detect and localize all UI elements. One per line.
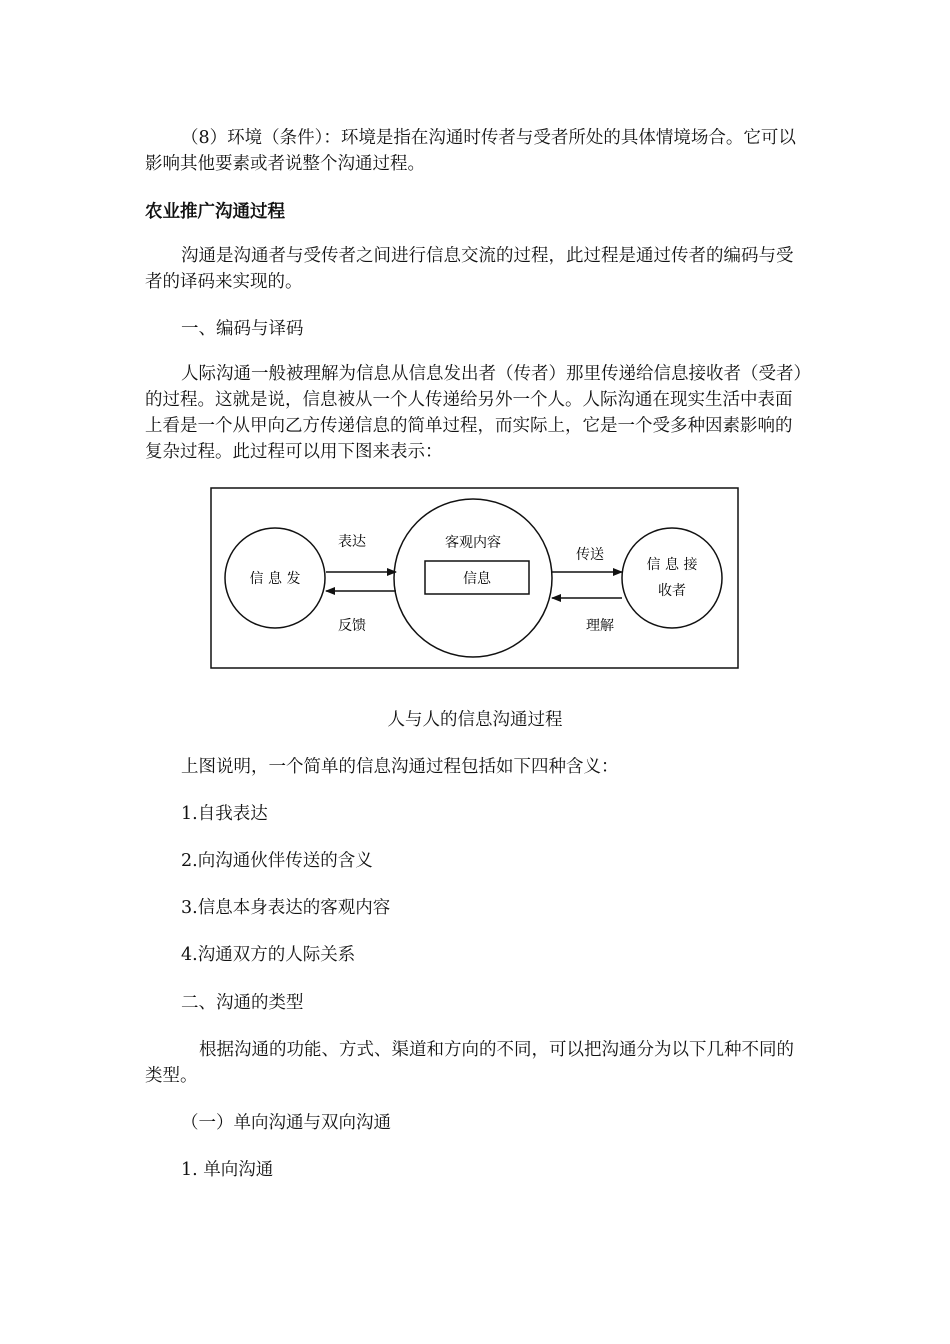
receiver-circle <box>622 528 722 628</box>
understand-label: 理解 <box>586 618 614 634</box>
paragraph-environment: （8）环境（条件）：环境是指在沟通时传者与受者所处的具体情境场合。它可以影响其他要素或者说整个沟通过程。 <box>145 128 796 174</box>
list-item: 3.信息本身表达的客观内容 <box>181 898 391 918</box>
subheading-oneway-twoway: （一）单向沟通与双向沟通 <box>181 1113 391 1133</box>
paragraph-interpersonal: 人际沟通一般被理解为信息从信息发出者（传者）那里传递给信息接收者（受者）的过程。这就是说，信息被从一个人传递给另外一个人。人际沟通在现实生活中表面上看是一个从甲向乙方传递信息的简单过程，而实际上，它是一个受多种因素影响的复杂过程。此过程可以用下图来表示： <box>145 364 803 462</box>
message-label: 信息 <box>463 571 491 587</box>
feedback-label: 反馈 <box>338 618 366 634</box>
content-label: 客观内容 <box>445 535 501 551</box>
subheading-encoding: 一、编码与译码 <box>181 319 304 339</box>
express-label: 表达 <box>338 534 366 550</box>
sender-label: 信 息 发 <box>249 571 301 587</box>
paragraph-summary: 上图说明，一个简单的信息沟通过程包括如下四种含义： <box>181 757 619 777</box>
section-heading: 农业推广沟通过程 <box>145 202 285 222</box>
subheading-oneway: 1. 单向沟通 <box>181 1160 274 1180</box>
receiver-label-line1: 信 息 接 <box>646 557 698 573</box>
subheading-types: 二、沟通的类型 <box>181 993 304 1013</box>
list-item: 4.沟通双方的人际关系 <box>181 945 356 965</box>
receiver-label-line2: 收者 <box>658 583 686 599</box>
paragraph-intro: 沟通是沟通者与受传者之间进行信息交流的过程，此过程是通过传者的编码与受者的译码来实现的。 <box>145 246 794 292</box>
transmit-label: 传送 <box>576 547 604 563</box>
list-item: 2.向沟通伙伴传送的含义 <box>181 851 373 871</box>
paragraph-types: 根据沟通的功能、方式、渠道和方向的不同，可以把沟通分为以下几种不同的类型。 <box>145 1040 794 1086</box>
communication-diagram <box>210 487 740 670</box>
list-item: 1.自我表达 <box>181 804 268 824</box>
diagram-caption: 人与人的信息沟通过程 <box>387 710 563 730</box>
